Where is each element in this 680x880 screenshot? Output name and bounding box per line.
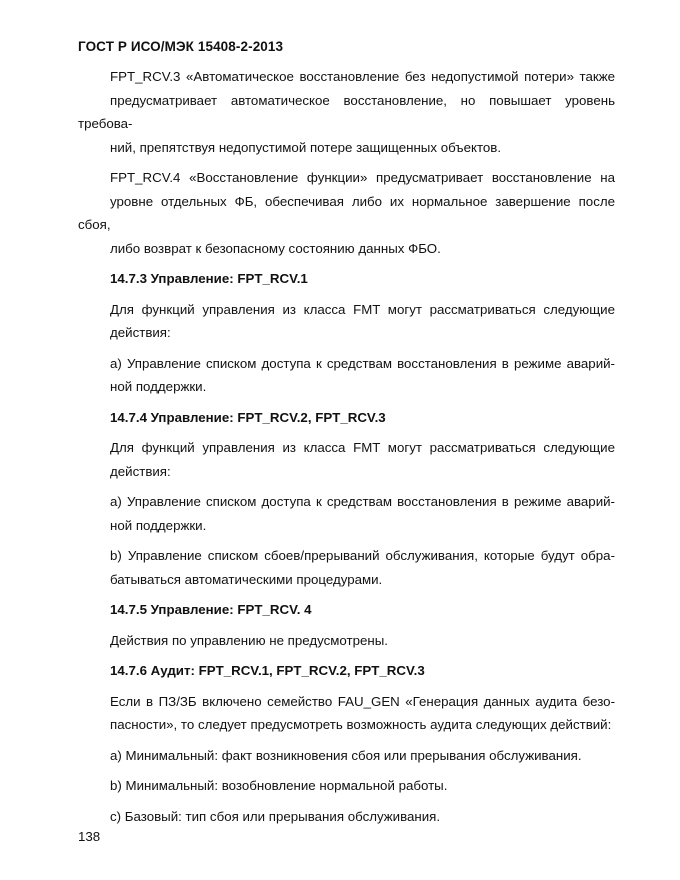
section-heading-14-7-4: 14.7.4 Управление: FPT_RCV.2, FPT_RCV.3 (110, 409, 386, 425)
text-line: пасности», то следует предусмотреть возможность аудита следующих действий: (110, 717, 612, 732)
text-line: батываться автоматическими процедурами. (110, 571, 383, 587)
text-line: b) Управление списком сбоев/прерываний обслуживания, которые будут обра- (110, 548, 615, 563)
text-line: предусматривает автоматическое восстановление, но повышает уровень требова- (78, 92, 615, 131)
text-line: действия: (110, 325, 171, 340)
list-item-audit-b: b) Минимальный: возобновление нормальной работы. (110, 778, 448, 793)
text-line: ной поддержки. (110, 517, 207, 533)
list-item-audit-a: a) Минимальный: факт возникновения сбоя или прерывания обслуживания. (110, 747, 582, 763)
text-line: Для функций управления из класса FMT могут рассматриваться следующие (110, 301, 615, 317)
list-item-audit-c: c) Базовый: тип сбоя или прерывания обслуживания. (110, 808, 441, 824)
text-line: FPT_RCV.3 «Автоматическое восстановление без недопустимой потери» также (110, 69, 615, 84)
list-item-a-2 (78, 490, 615, 537)
text-line: либо возврат к безопасному состоянию данных ФБО. (110, 240, 441, 256)
text-line: Если в ПЗ/ЗБ включено семейство FAU_GEN «Генерация данных аудита безо- (110, 693, 615, 709)
text-line: ной поддержки. (110, 379, 207, 394)
page-number: 138 (78, 829, 101, 844)
text-line: уровне отдельных ФБ, обеспечивая либо их нормальное завершение после сбоя, (78, 193, 615, 232)
paragraph-fmt-actions-2 (78, 436, 615, 483)
section-heading-14-7-3: 14.7.3 Управление: FPT_RCV.1 (110, 271, 308, 286)
list-item-b-1 (78, 544, 615, 591)
section-heading-14-7-5: 14.7.5 Управление: FPT_RCV. 4 (110, 602, 312, 617)
paragraph-fpt-rcv3 (78, 65, 615, 159)
text-line: действия: (110, 463, 171, 479)
list-item-a-1 (78, 352, 615, 399)
document-body (78, 65, 615, 835)
text-line: a) Управление списком доступа к средствам восстановления в режиме аварий- (110, 494, 615, 509)
text-line: Для функций управления из класса FMT могут рассматриваться следующие (110, 440, 615, 455)
paragraph-no-actions: Действия по управлению не предусмотрены. (110, 632, 388, 648)
text-line: a) Управление списком доступа к средствам восстановления в режиме аварий- (110, 355, 615, 371)
paragraph-audit-intro (78, 690, 615, 737)
paragraph-fmt-actions-1 (78, 298, 615, 345)
paragraph-fpt-rcv4 (78, 166, 615, 260)
text-line: ний, препятствуя недопустимой потере защищенных объектов. (110, 139, 502, 155)
text-line: FPT_RCV.4 «Восстановление функции» предусматривает восстановление на (110, 170, 615, 185)
document-header: ГОСТ Р ИСО/МЭК 15408-2-2013 (78, 39, 284, 54)
section-heading-14-7-6: 14.7.6 Аудит: FPT_RCV.1, FPT_RCV.2, FPT_RCV.3 (110, 663, 425, 678)
